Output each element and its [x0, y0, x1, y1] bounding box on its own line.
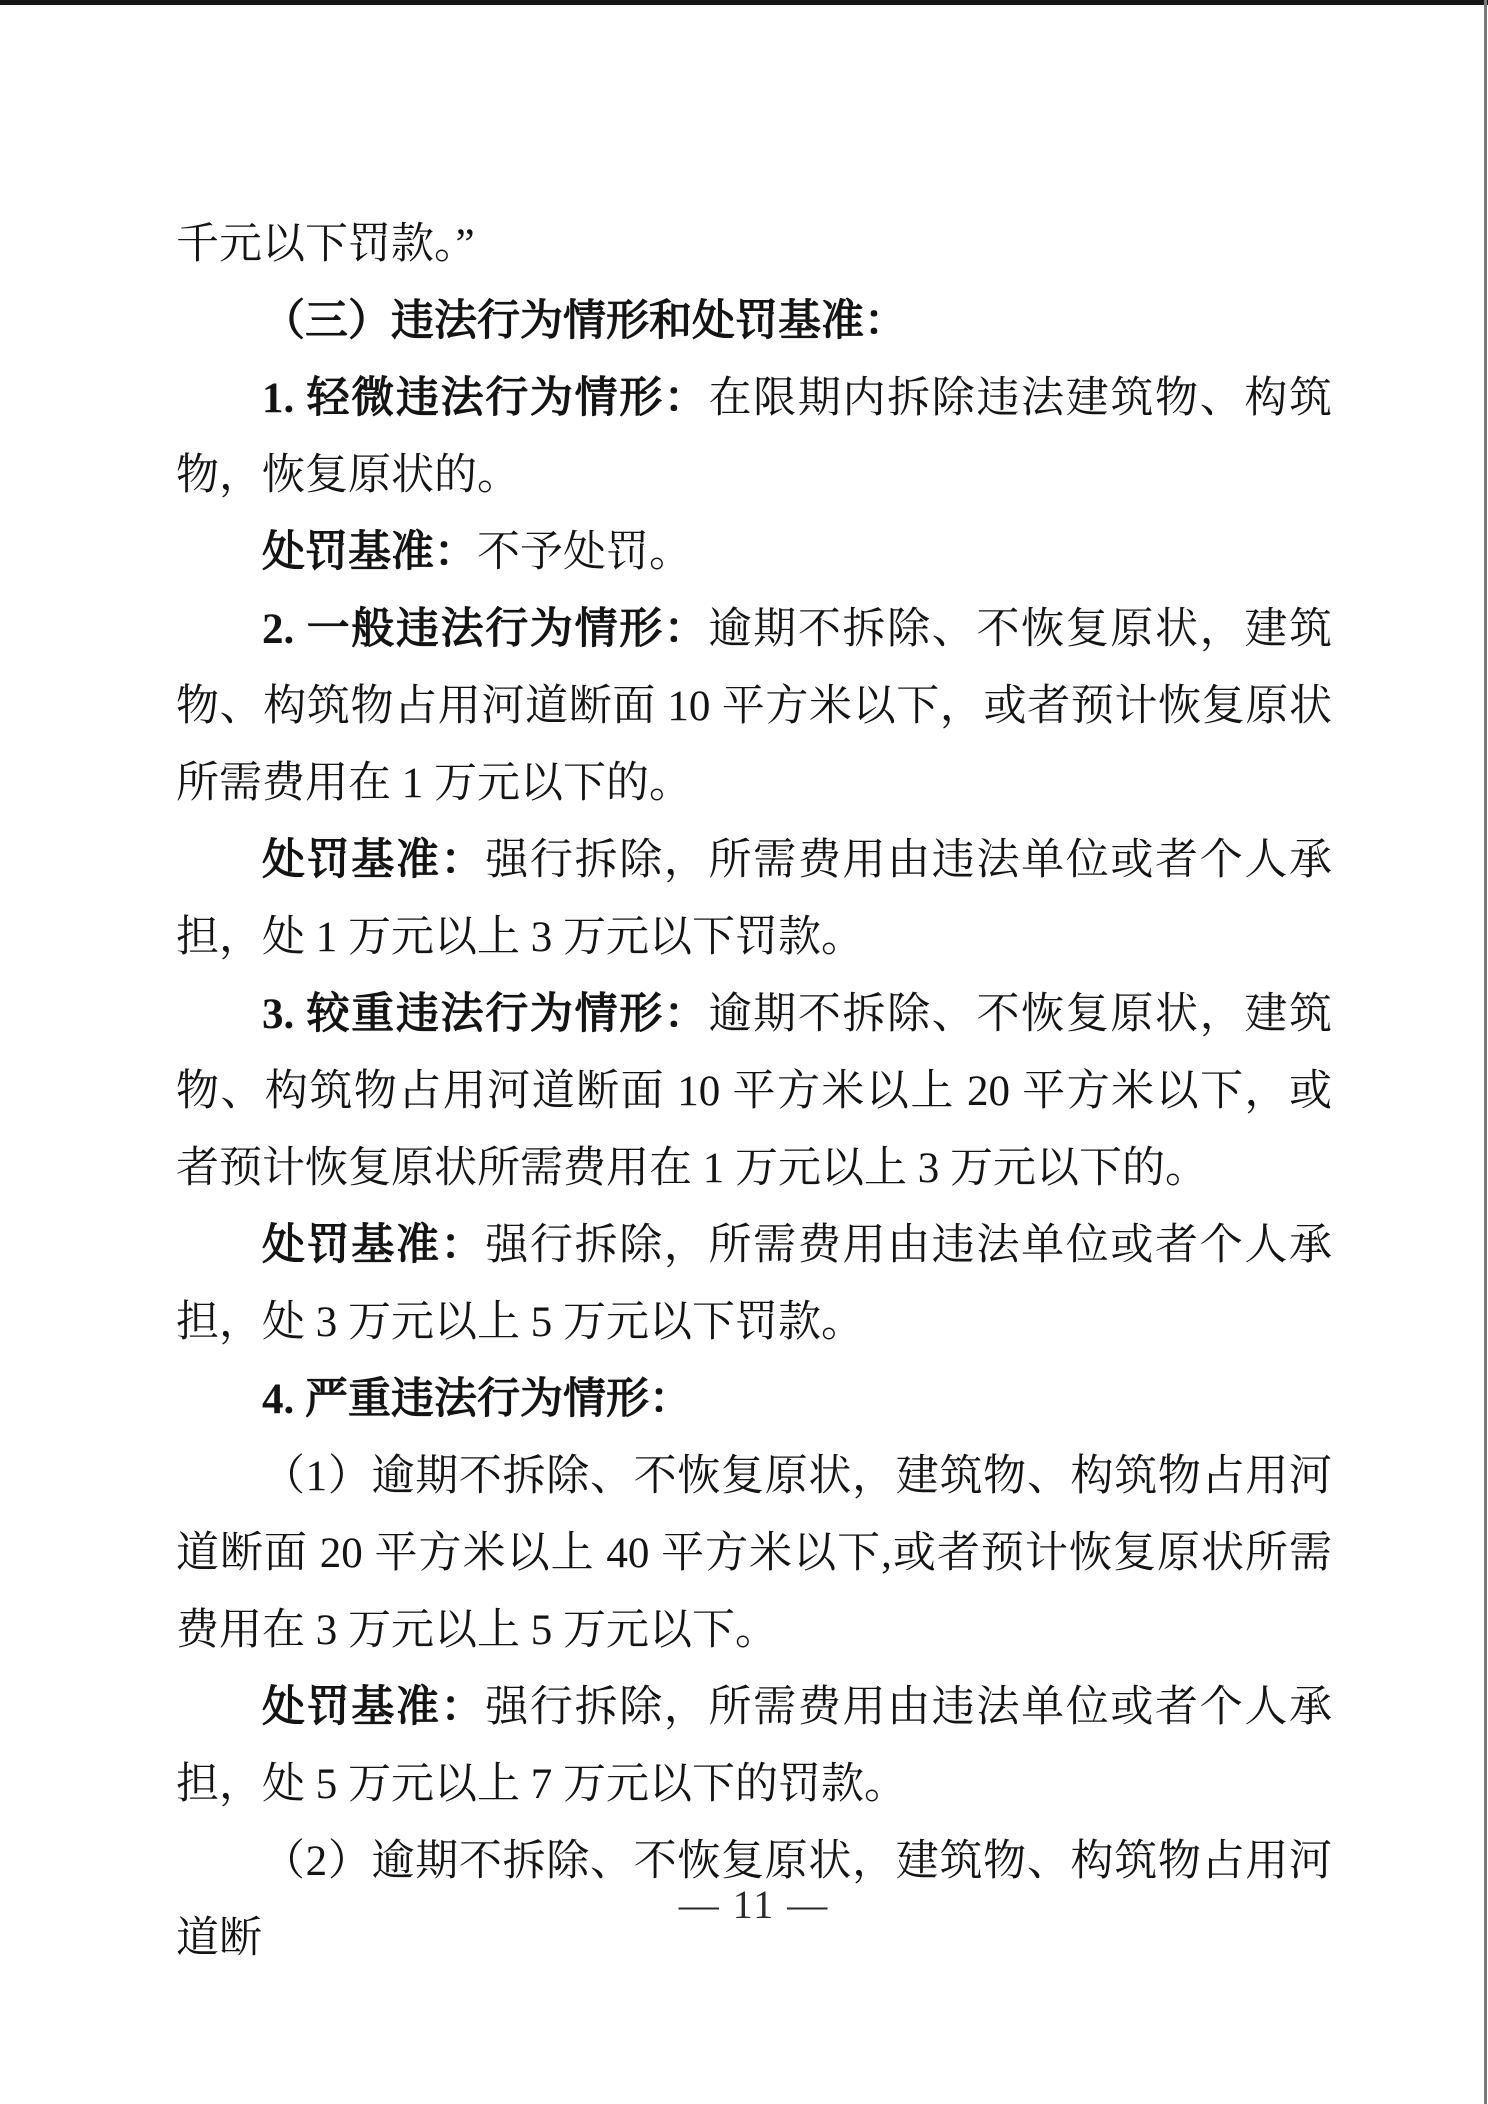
item-2-text: 逾期不拆除、不恢复原状，建筑物、构筑物占用河道断面 10 平方米以下，或者预计恢复原状所需费用在 1 万元以下的。 — [176, 606, 1333, 807]
item-1-text: 在限期内拆除违法建筑物、构筑物，恢复原状的。 — [176, 375, 1333, 499]
scan-right-edge-line — [1484, 0, 1487, 2104]
item-4-label: 4. 严重违法行为情形： — [262, 1376, 692, 1423]
scan-top-edge-bar — [0, 0, 1488, 5]
item-2-general-violation — [176, 591, 1332, 822]
penalty-standard-text: 强行拆除，所需费用由违法单位或者个人承担，处 3 万元以上 5 万元以下罚款。 — [176, 1222, 1333, 1346]
page-number: — 11 — — [678, 1882, 830, 1927]
penalty-standard-2 — [176, 822, 1332, 976]
penalty-standard-4-1 — [176, 1669, 1332, 1823]
item-3-serious-violation — [176, 976, 1332, 1207]
item-3-label: 3. 较重违法行为情形： — [262, 991, 709, 1038]
item-1-minor-violation — [176, 360, 1332, 514]
penalty-standard-label: 处罚基准： — [262, 1684, 486, 1731]
section-heading-violation-and-penalty-standards — [176, 283, 1332, 360]
item-4-sub-1 — [176, 1438, 1332, 1669]
item-4-severe-violation-heading — [176, 1361, 1332, 1438]
penalty-standard-1 — [176, 514, 1332, 591]
penalty-standard-label: 处罚基准： — [262, 1222, 486, 1269]
item-4-sub-2-text: （2）逾期不拆除、不恢复原状，建筑物、构筑物占用河道断 — [176, 1838, 1332, 1962]
item-1-label: 1. 轻微违法行为情形： — [262, 375, 709, 422]
item-2-label: 2. 一般违法行为情形： — [262, 606, 709, 653]
item-3-text: 逾期不拆除、不恢复原状，建筑物、构筑物占用河道断面 10 平方米以上 20 平方米以下，或者预计恢复原状所需费用在 1 万元以上 3 万元以下的。 — [176, 991, 1333, 1192]
penalty-standard-3 — [176, 1207, 1332, 1361]
penalty-standard-text: 不予处罚。 — [477, 529, 692, 576]
paragraph-continuation — [176, 206, 1332, 283]
penalty-standard-label: 处罚基准： — [262, 529, 477, 576]
section-heading-text: （三）违法行为情形和处罚基准： — [262, 298, 907, 345]
paragraph-body: 千元以下罚款。” — [176, 221, 475, 268]
penalty-standard-label: 处罚基准： — [262, 837, 486, 884]
item-4-sub-1-text: （1）逾期不拆除、不恢复原状，建筑物、构筑物占用河道断面 20 平方米以上 40 平方米以下,或者预计恢复原状所需费用在 3 万元以上 5 万元以下。 — [176, 1453, 1332, 1654]
document-page-body — [176, 206, 1332, 1977]
penalty-standard-text: 强行拆除，所需费用由违法单位或者个人承担，处 1 万元以上 3 万元以下罚款。 — [176, 837, 1333, 961]
penalty-standard-text: 强行拆除，所需费用由违法单位或者个人承担，处 5 万元以上 7 万元以下的罚款。 — [176, 1684, 1333, 1808]
